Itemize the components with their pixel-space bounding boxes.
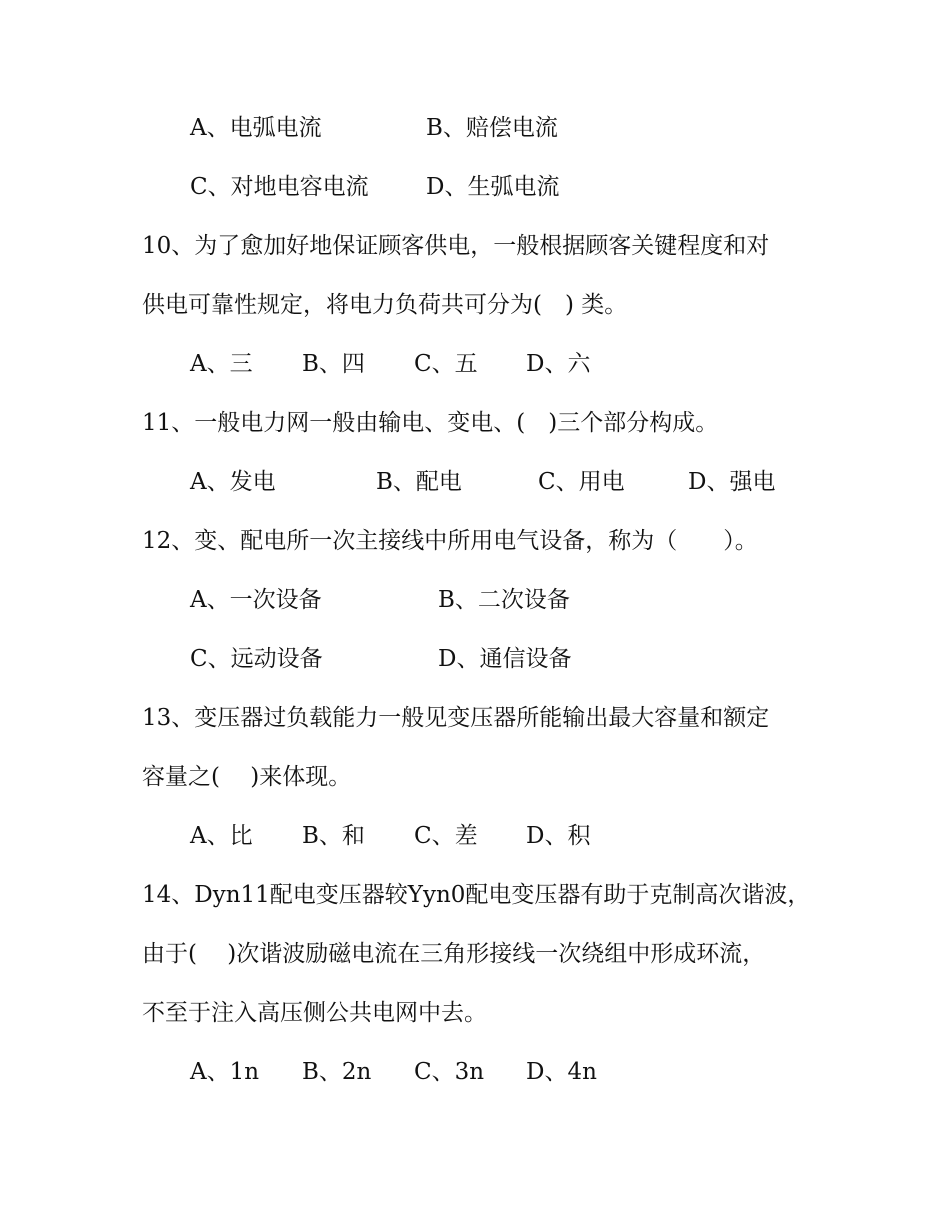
q12-option-d: D、通信设备 <box>438 646 572 672</box>
q10-option-a: A、三 <box>190 351 253 377</box>
q13-stem-line1: 13、变压器过负载能力一般见变压器所能输出最大容量和额定 <box>142 705 770 731</box>
q13-option-d: D、积 <box>526 823 591 849</box>
q14-stem-line1: 14、Dyn11配电变压器较Yyn0配电变压器有助于克制高次谐波， <box>142 882 811 908</box>
q12-option-b: B、二次设备 <box>438 587 570 613</box>
q9-option-a: A、电弧电流 <box>190 115 322 141</box>
q14-option-b: B、2n <box>302 1059 372 1085</box>
q14-stem-line2: 由于( )次谐波励磁电流在三角形接线一次绕组中形成环流， <box>142 941 766 967</box>
q13-option-c: C、差 <box>414 823 478 849</box>
q14-stem-line3: 不至于注入高压侧公共电网中去。 <box>142 1000 487 1026</box>
q14-option-c: C、3n <box>414 1059 485 1085</box>
q13-stem-line2: 容量之( )来体现。 <box>142 764 352 790</box>
q12-stem-line1: 12、变、配电所一次主接线中所用电气设备，称为（ ）。 <box>142 528 758 554</box>
q11-option-d: D、强电 <box>688 469 776 495</box>
q12-option-a: A、一次设备 <box>190 587 322 613</box>
q10-option-b: B、四 <box>302 351 365 377</box>
q13-option-a: A、比 <box>190 823 253 849</box>
q11-option-c: C、用电 <box>538 469 625 495</box>
q10-stem-line2: 供电可靠性规定，将电力负荷共可分为( ) 类。 <box>142 292 628 318</box>
q12-option-c: C、远动设备 <box>190 646 323 672</box>
q11-option-a: A、发电 <box>190 469 276 495</box>
q9-option-b: B、赔偿电流 <box>426 115 558 141</box>
q10-option-c: C、五 <box>414 351 478 377</box>
q11-option-b: B、配电 <box>376 469 462 495</box>
q10-stem-line1: 10、为了愈加好地保证顾客供电，一般根据顾客关键程度和对 <box>142 233 770 259</box>
q9-option-c: C、对地电容电流 <box>190 174 369 200</box>
q14-option-a: A、1n <box>190 1059 260 1085</box>
q9-option-d: D、生弧电流 <box>426 174 560 200</box>
q14-option-d: D、4n <box>526 1059 597 1085</box>
q10-option-d: D、六 <box>526 351 591 377</box>
q11-stem-line1: 11、一般电力网一般由输电、变电、( )三个部分构成。 <box>142 410 719 436</box>
q13-option-b: B、和 <box>302 823 365 849</box>
